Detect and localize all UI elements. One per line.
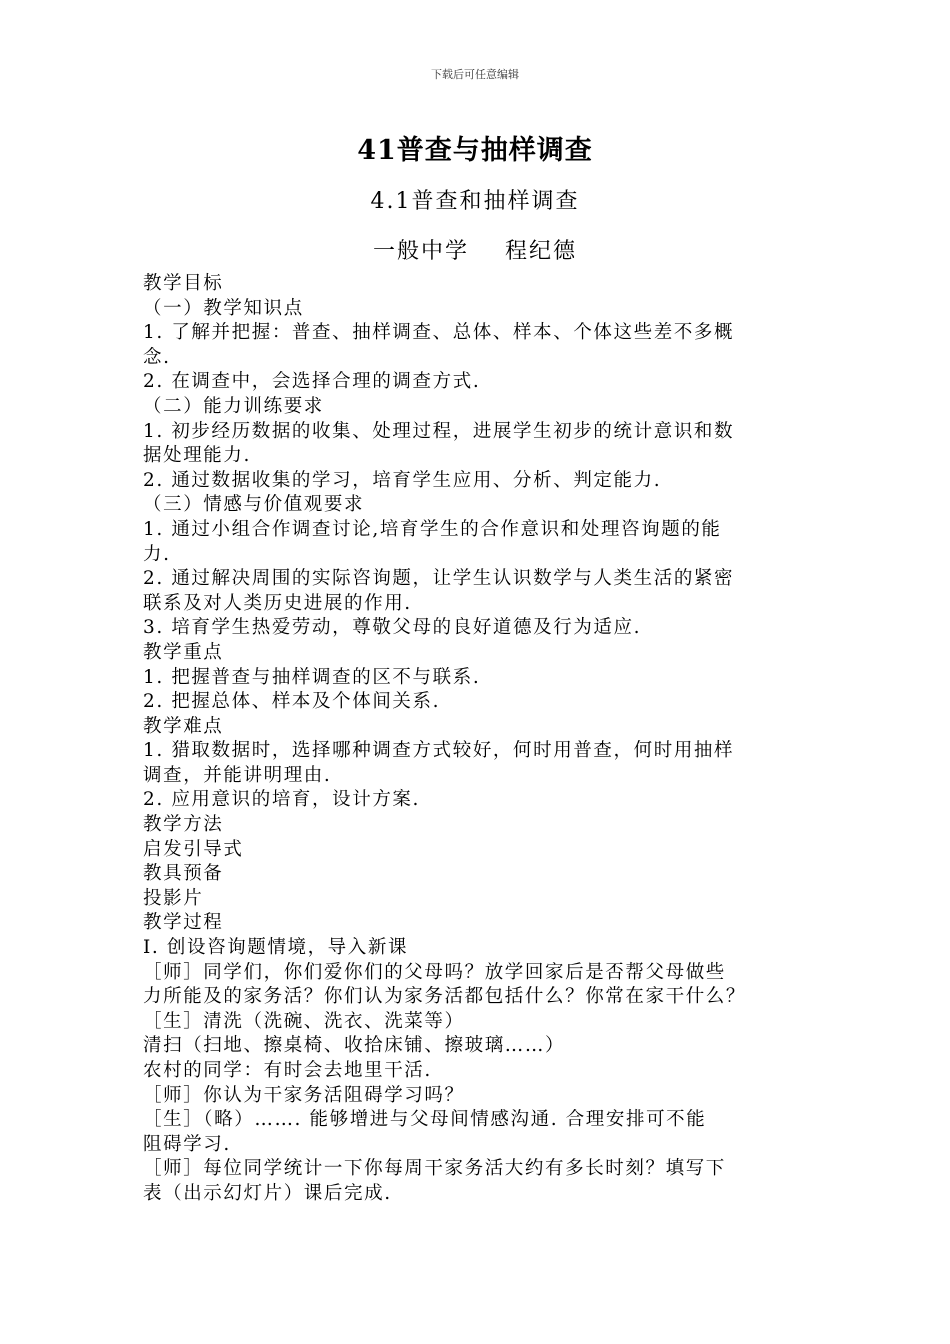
body-line: 1. 猎取数据时，选择哪种调查方式较好，何时用普查，何时用抽样 <box>143 740 735 762</box>
body-line: 1. 把握普查与抽样调查的区不与联系. <box>143 666 481 688</box>
body-line: ［师］同学们，你们爱你们的父母吗？放学回家后是否帮父母做些 <box>143 961 726 983</box>
body-line: 调查，并能讲明理由. <box>143 764 332 786</box>
body-line: 2. 通过数据收集的学习，培育学生应用、分析、判定能力. <box>143 469 662 491</box>
body-line: 投影片 <box>143 887 204 909</box>
body-line: （三）情感与价值观要求 <box>143 494 365 516</box>
body-line: 3. 培育学生热爱劳动，尊敬父母的良好道德及行为适应. <box>143 617 642 639</box>
body-line: ［师］你认为干家务活阻碍学习吗？ <box>143 1084 465 1106</box>
body-text <box>143 272 805 1207</box>
body-line: 教学重点 <box>143 641 224 663</box>
body-line: 教学方法 <box>143 814 224 836</box>
body-line: 1. 初步经历数据的收集、处理过程，进展学生初步的统计意识和数 <box>143 420 735 442</box>
document-title: 41普查与抽样调查 <box>357 135 593 166</box>
body-line: ［生］（略）……. 能够增进与父母间情感沟通. 合理安排可不能 <box>143 1109 707 1131</box>
body-line: 2. 把握总体、样本及个体间关系. <box>143 691 441 713</box>
body-line: （一）教学知识点 <box>143 297 304 319</box>
body-line: 2. 在调查中，会选择合理的调查方式. <box>143 371 481 393</box>
body-line: 力. <box>143 543 171 565</box>
body-line: 1. 了解并把握：普查、抽样调查、总体、样本、个体这些差不多概 <box>143 322 735 344</box>
body-line: 教学目标 <box>143 273 224 294</box>
body-line: 教具预备 <box>143 863 224 885</box>
body-line: 据处理能力. <box>143 445 251 467</box>
body-line: 农村的同学：有时会去地里干活. <box>143 1060 432 1081</box>
body-line: ［生］清洗（洗碗、洗衣、洗菜等） <box>143 1010 465 1032</box>
body-line: 2. 应用意识的培育，设计方案. <box>143 789 421 811</box>
body-line: 启发引导式 <box>143 838 244 860</box>
body-line: 2. 通过解决周围的实际咨询题，让学生认识数学与人类生活的紧密 <box>143 568 735 590</box>
header-note: 下载后可任意编辑 <box>431 68 519 81</box>
body-line: 教学过程 <box>143 912 224 934</box>
body-line: 联系及对人类历史进展的作用. <box>143 592 412 614</box>
body-line: 力所能及的家务活？你们认为家务活都包括什么？你常在家干什么？ <box>143 986 747 1008</box>
body-line: 教学难点 <box>143 715 224 737</box>
body-line: 表（出示幻灯片）课后完成. <box>143 1182 392 1204</box>
body-line: （二）能力训练要求 <box>143 395 324 417</box>
body-line: 阻碍学习. <box>143 1133 231 1155</box>
document-subtitle: 4.1普查和抽样调查 <box>370 189 580 214</box>
body-line: 念. <box>143 346 171 368</box>
body-line: ［师］每位同学统计一下你每周干家务活大约有多长时刻？填写下 <box>143 1158 726 1180</box>
body-line: Ⅰ. 创设咨询题情境，导入新课 <box>143 937 409 959</box>
body-line: 清扫（扫地、擦桌椅、收拾床铺、擦玻璃……） <box>143 1035 566 1057</box>
body-line: 1. 通过小组合作调查讨论,培育学生的合作意识和处理咨询题的能 <box>143 518 722 540</box>
author-line: 一般中学 程纪德 <box>373 239 577 264</box>
